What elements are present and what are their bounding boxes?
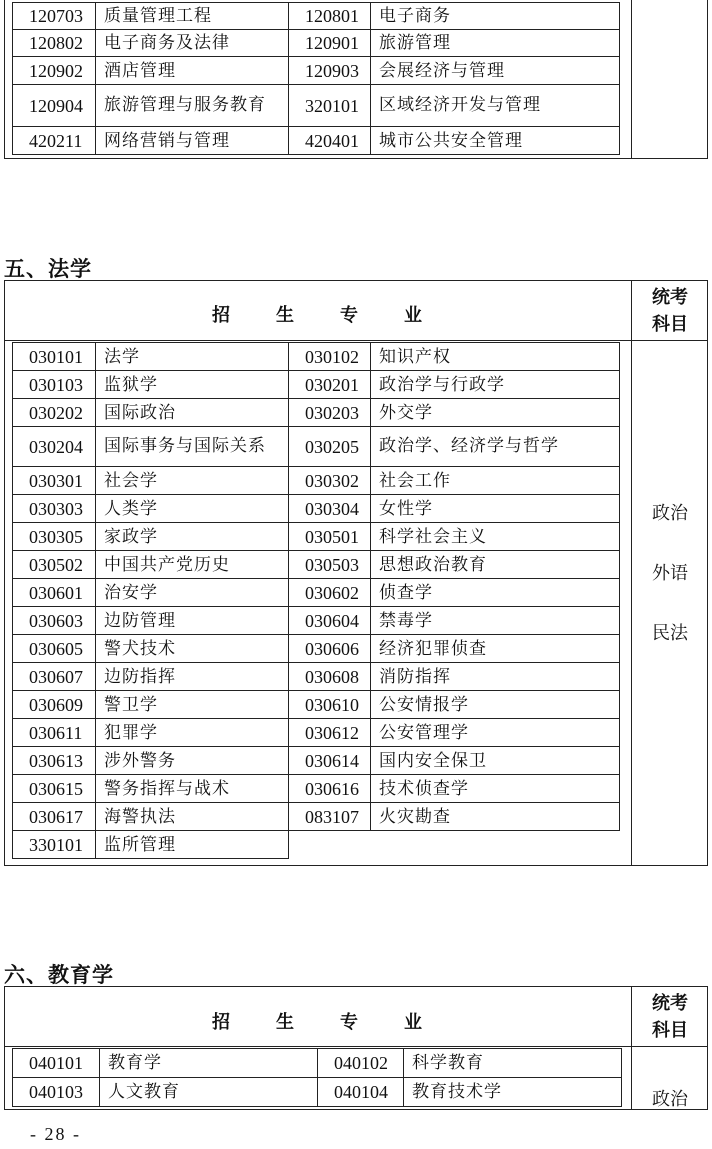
major-code: 420401 [289, 127, 371, 155]
major-name: 科学教育 [404, 1049, 622, 1078]
table-row [13, 1049, 622, 1078]
table-row [13, 30, 620, 57]
major-name: 警务指挥与战术 [96, 775, 289, 803]
major-code: 030201 [289, 371, 371, 399]
table-row [13, 85, 620, 127]
major-code: 030611 [13, 719, 96, 747]
major-name: 女性学 [371, 495, 620, 523]
major-code: 030503 [289, 551, 371, 579]
major-name: 涉外警务 [96, 747, 289, 775]
major-code: 030616 [289, 775, 371, 803]
major-code: 083107 [289, 803, 371, 831]
edu-header-exam-line1: 统考 [652, 993, 688, 1014]
law-exam-divider [631, 280, 632, 866]
major-code: 030603 [13, 607, 96, 635]
major-code: 030205 [289, 427, 371, 467]
major-name: 教育学 [100, 1049, 318, 1078]
major-name: 教育技术学 [404, 1078, 622, 1107]
major-name: 国际政治 [96, 399, 289, 427]
major-code: 030604 [289, 607, 371, 635]
table-row [13, 3, 620, 30]
law-exam-subject-civil-law: 民法 [652, 623, 688, 644]
major-code: 030203 [289, 399, 371, 427]
major-code: 030502 [13, 551, 96, 579]
major-code: 030602 [289, 579, 371, 607]
major-code: 120904 [13, 85, 96, 127]
major-code: 030501 [289, 523, 371, 551]
major-code: 120802 [13, 30, 96, 57]
major-code: 030305 [13, 523, 96, 551]
major-name: 电子商务 [371, 3, 620, 30]
major-name: 消防指挥 [371, 663, 620, 691]
major-code: 030610 [289, 691, 371, 719]
law-header-exam [640, 284, 700, 338]
law-exam-subject-foreign-language: 外语 [652, 563, 688, 584]
major-code: 040101 [13, 1049, 100, 1078]
edu-header-divider [4, 1046, 708, 1047]
major-name: 旅游管理 [371, 30, 620, 57]
major-code: 030302 [289, 467, 371, 495]
major-code: 030304 [289, 495, 371, 523]
edu-exam-divider [631, 986, 632, 1110]
major-name: 公安管理学 [371, 719, 620, 747]
table-row [13, 343, 620, 371]
major-name: 思想政治教育 [371, 551, 620, 579]
table-row [13, 1078, 622, 1107]
empty-cell [289, 831, 371, 859]
major-name: 边防指挥 [96, 663, 289, 691]
major-name: 监狱学 [96, 371, 289, 399]
major-code: 030613 [13, 747, 96, 775]
major-name: 犯罪学 [96, 719, 289, 747]
table-row [13, 467, 620, 495]
major-name: 社会工作 [371, 467, 620, 495]
major-name: 区域经济开发与管理 [371, 85, 620, 127]
major-name: 监所管理 [96, 831, 289, 859]
edu-exam-subject-politics: 政治 [652, 1089, 688, 1110]
major-name: 质量管理工程 [96, 3, 289, 30]
major-code: 120703 [13, 3, 96, 30]
major-name: 会展经济与管理 [371, 57, 620, 85]
table-row [13, 371, 620, 399]
law-header-exam-line2: 科目 [652, 314, 688, 335]
major-name: 酒店管理 [96, 57, 289, 85]
law-header-exam-line1: 统考 [652, 287, 688, 308]
table-row [13, 719, 620, 747]
edu-header-exam [640, 990, 700, 1044]
major-name: 社会学 [96, 467, 289, 495]
major-code: 330101 [13, 831, 96, 859]
edu-header-exam-line2: 科目 [652, 1020, 688, 1041]
table-row [13, 691, 620, 719]
major-name: 电子商务及法律 [96, 30, 289, 57]
major-name: 政治学、经济学与哲学 [371, 427, 620, 467]
major-name: 国内安全保卫 [371, 747, 620, 775]
major-code: 030609 [13, 691, 96, 719]
major-name: 国际事务与国际关系 [96, 427, 289, 467]
major-name: 法学 [96, 343, 289, 371]
major-code: 030204 [13, 427, 96, 467]
major-code: 030608 [289, 663, 371, 691]
major-code: 030617 [13, 803, 96, 831]
major-name: 技术侦查学 [371, 775, 620, 803]
table-row [13, 495, 620, 523]
major-code: 030607 [13, 663, 96, 691]
major-code: 030202 [13, 399, 96, 427]
major-code: 030301 [13, 467, 96, 495]
table-row [13, 427, 620, 467]
major-name: 外交学 [371, 399, 620, 427]
major-code: 030601 [13, 579, 96, 607]
table-row [13, 747, 620, 775]
major-code: 030103 [13, 371, 96, 399]
major-code: 320101 [289, 85, 371, 127]
major-name: 科学社会主义 [371, 523, 620, 551]
table-row [13, 803, 620, 831]
major-name: 人类学 [96, 495, 289, 523]
section-heading-law: 五、法学 [4, 257, 92, 281]
table-row [13, 579, 620, 607]
major-code: 120901 [289, 30, 371, 57]
major-name: 海警执法 [96, 803, 289, 831]
major-code: 040102 [318, 1049, 404, 1078]
major-name: 侦查学 [371, 579, 620, 607]
major-code: 420211 [13, 127, 96, 155]
major-code: 040103 [13, 1078, 100, 1107]
major-name: 禁毒学 [371, 607, 620, 635]
table-row [13, 127, 620, 155]
table-row [13, 57, 620, 85]
major-code: 120903 [289, 57, 371, 85]
major-code: 030605 [13, 635, 96, 663]
major-code: 030612 [289, 719, 371, 747]
major-name: 家政学 [96, 523, 289, 551]
major-name: 火灾勘查 [371, 803, 620, 831]
table-row [13, 635, 620, 663]
law-header-major: 招生专业 [212, 305, 468, 326]
major-code: 030606 [289, 635, 371, 663]
major-code: 030101 [13, 343, 96, 371]
table-row [13, 831, 620, 859]
page-number: - 28 - [30, 1124, 81, 1144]
major-name: 边防管理 [96, 607, 289, 635]
major-code: 030615 [13, 775, 96, 803]
major-name: 公安情报学 [371, 691, 620, 719]
table-row [13, 663, 620, 691]
table-row [13, 551, 620, 579]
major-code: 030614 [289, 747, 371, 775]
law-exam-subject-politics: 政治 [652, 503, 688, 524]
table-row [13, 607, 620, 635]
law-header-divider [4, 340, 708, 341]
major-name: 知识产权 [371, 343, 620, 371]
edu-header-major: 招生专业 [212, 1012, 468, 1033]
major-name: 治安学 [96, 579, 289, 607]
empty-cell [371, 831, 620, 859]
table-row [13, 523, 620, 551]
major-name: 警卫学 [96, 691, 289, 719]
major-name: 人文教育 [100, 1078, 318, 1107]
major-name: 旅游管理与服务教育 [96, 85, 289, 127]
law-major-table [12, 342, 620, 859]
table-row [13, 399, 620, 427]
major-code: 040104 [318, 1078, 404, 1107]
table-row [13, 775, 620, 803]
major-code: 030102 [289, 343, 371, 371]
major-name: 城市公共安全管理 [371, 127, 620, 155]
major-name: 经济犯罪侦查 [371, 635, 620, 663]
major-name: 警犬技术 [96, 635, 289, 663]
major-name: 网络营销与管理 [96, 127, 289, 155]
prev-major-table [12, 2, 620, 155]
major-name: 政治学与行政学 [371, 371, 620, 399]
edu-major-table [12, 1048, 622, 1107]
major-name: 中国共产党历史 [96, 551, 289, 579]
major-code: 120902 [13, 57, 96, 85]
major-code: 120801 [289, 3, 371, 30]
major-code: 030303 [13, 495, 96, 523]
section-heading-education: 六、教育学 [4, 963, 114, 987]
